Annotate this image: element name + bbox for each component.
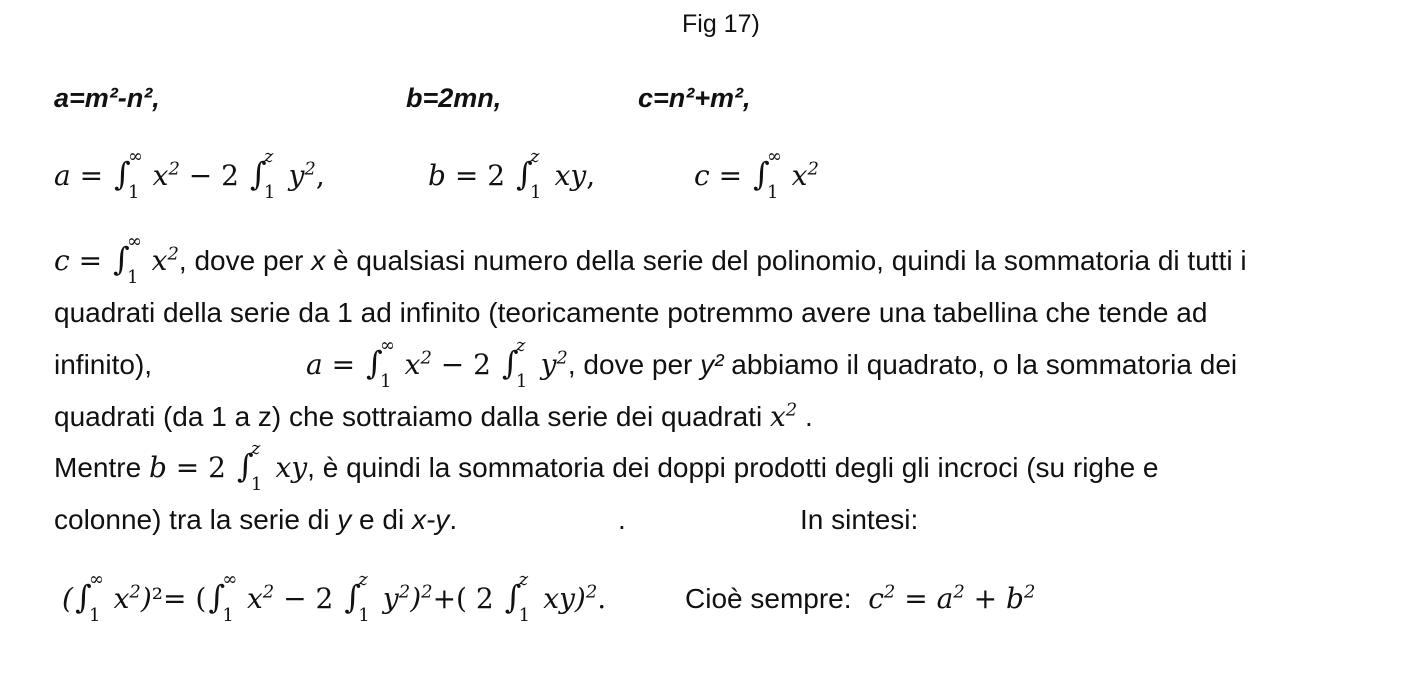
p3-rest: abbiamo il quadrato, o la sommatoria dei	[731, 349, 1238, 380]
p5-start: Mentre	[54, 452, 142, 483]
p6-start: colonne) tra la serie di	[54, 504, 330, 535]
p6-dot-1: .	[449, 504, 458, 535]
paragraph-line-4: quadrati (da 1 a z) che sottraiamo dalla serie dei quadrati $x^2$ .	[54, 399, 813, 433]
p3-var-y2: y²	[700, 349, 724, 380]
formula-c-integral: c = ∫ ∞ 1 $x^2$	[694, 146, 819, 203]
p1-var-x: x	[311, 245, 326, 276]
formula-a-integral: a = ∫ ∞ 1 $x^2 - 2$ ∫ z 1 $y^2$,	[54, 146, 325, 203]
final-line-label: Cioè sempre: $c^2 = a^2 + b^2$	[685, 581, 1036, 615]
p6-dot-2: .	[618, 504, 626, 535]
p1-rest: è qualsiasi numero della serie del polinomio, quindi la sommatoria di tutti i	[332, 245, 1247, 276]
paragraph-line-5: Mentre b = 2 ∫ z 1 xy, è quindi la sommatoria dei doppi prodotti degli gli incroci (su righe e	[54, 438, 1159, 495]
p4-text: quadrati (da 1 a z) che sottraiamo dalla serie dei quadrati	[54, 401, 763, 432]
p3-after-formula: , dove per	[567, 349, 693, 380]
paragraph-line-2: quadrati della serie da 1 ad infinito (teoricamente potremmo avere una tabellina che tende ad	[54, 297, 1208, 328]
formula-c-text: c=n²+m²,	[638, 83, 751, 113]
p6-mid: e di	[359, 504, 405, 535]
final-label-text: Cioè sempre:	[685, 583, 852, 614]
p6-var-xy: x-y	[411, 504, 450, 535]
p1-after-formula: , dove per	[178, 245, 304, 276]
final-equation: (∫ ∞ 1 $x^2)^2=$ (∫ ∞ 1 $x^2 - 2$ ∫ z 1 $y^2)^2+$( 2 ∫ z 1 xy)$^2$.	[62, 569, 607, 626]
p5-rest: , è quindi la sommatoria dei doppi prodotti degli gli incroci (su righe e	[307, 452, 1159, 483]
formula-a-text: a=m²-n²,	[54, 83, 160, 113]
paragraph-line-3-start: infinito),	[54, 349, 153, 380]
paragraph-line-3: a = ∫ ∞ 1 $x^2 - 2$ ∫ z 1 $y^2$, dove per y² abbiamo il quadrato, o la sommatoria dei	[306, 335, 1238, 392]
paragraph-line-6	[54, 494, 457, 546]
p6-var-y: y	[337, 504, 352, 535]
formula-b-text: b=2mn,	[406, 83, 502, 113]
p6-sintesi: In sintesi:	[800, 504, 919, 535]
paragraph-line-1: c = ∫ ∞ 1 $x^2$, dove per x è qualsiasi numero della serie del polinomio, quindi la sommatoria di tutti i	[54, 231, 1247, 288]
formula-b-integral: b = 2 ∫ z 1 xy,	[428, 146, 596, 203]
figure-label: Fig 17)	[682, 10, 760, 38]
